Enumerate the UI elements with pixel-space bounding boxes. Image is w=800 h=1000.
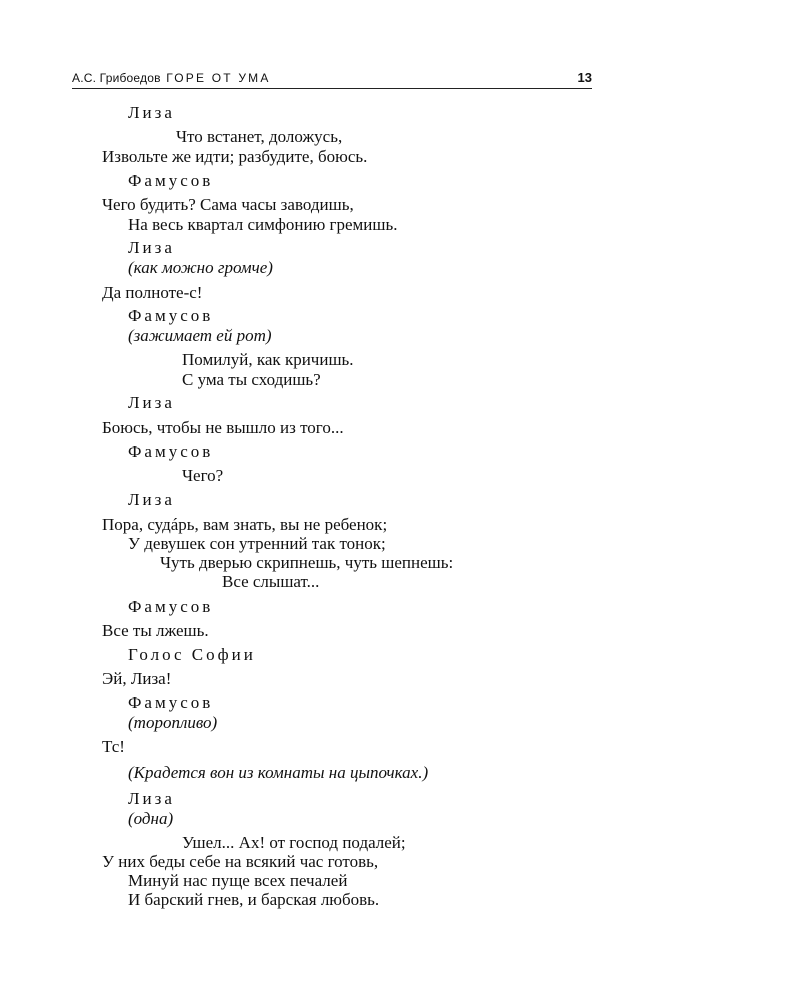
verse-line: Извольте же идти; разбудите, боюсь. <box>102 147 368 166</box>
verse-line: Что встанет, доложусь, <box>176 127 343 146</box>
header-author-title <box>72 71 271 85</box>
speaker-name: Лиза <box>128 490 175 509</box>
verse-line: Тс! <box>102 737 125 756</box>
verse-line: Пора, судáрь, вам знать, вы не ребенок; <box>102 515 388 534</box>
verse-line: Помилуй, как кричишь. <box>182 350 354 369</box>
speaker-name: Лиза <box>128 238 175 257</box>
speaker-name: Фамусов <box>128 442 214 461</box>
speaker-name: Лиза <box>128 789 175 808</box>
speaker-name: Фамусов <box>128 306 214 325</box>
speaker-name: Фамусов <box>128 171 214 190</box>
running-header <box>72 70 592 89</box>
verse-line: Все ты лжешь. <box>102 621 209 640</box>
stage-direction: (одна) <box>128 809 174 828</box>
verse-line: Да полноте-с! <box>102 283 203 302</box>
stage-direction: (зажимает ей рот) <box>128 326 272 345</box>
verse-line: На весь квартал симфонию гремишь. <box>128 215 398 234</box>
verse-line: Чего будить? Сама часы заводишь, <box>102 195 354 214</box>
speaker-name: Фамусов <box>128 597 214 616</box>
page-number: 13 <box>577 70 592 85</box>
verse-line: Чуть дверью скрипнешь, чуть шепнешь: <box>160 553 454 572</box>
stage-direction: (как можно громче) <box>128 258 273 277</box>
verse-line: Боюсь, чтобы не вышло из того... <box>102 418 344 437</box>
speaker-name: Голос Софии <box>128 645 256 664</box>
verse-line: Все слышат... <box>222 572 320 591</box>
verse-line: У девушек сон утренний так тонок; <box>128 534 386 553</box>
verse-line: У них беды себе на всякий час готовь, <box>102 852 379 871</box>
stage-direction: (торопливо) <box>128 713 218 732</box>
speaker-name: Фамусов <box>128 693 214 712</box>
header-author: А.С. Грибоедов <box>72 71 161 85</box>
speaker-name: Лиза <box>128 393 175 412</box>
verse-line: Ушел... Ах! от господ подалей; <box>182 833 406 852</box>
stage-direction: (Крадется вон из комнаты на цыпочках.) <box>128 763 429 782</box>
verse-line: Чего? <box>182 466 224 485</box>
verse-line: Минуй нас пуще всех печалей <box>128 871 348 890</box>
verse-line: С ума ты сходишь? <box>182 370 321 389</box>
verse-line: Эй, Лиза! <box>102 669 172 688</box>
speaker-name: Лиза <box>128 103 175 122</box>
header-work-title: ГОРЕ ОТ УМА <box>166 71 271 85</box>
verse-line: И барский гнев, и барская любовь. <box>128 890 380 909</box>
